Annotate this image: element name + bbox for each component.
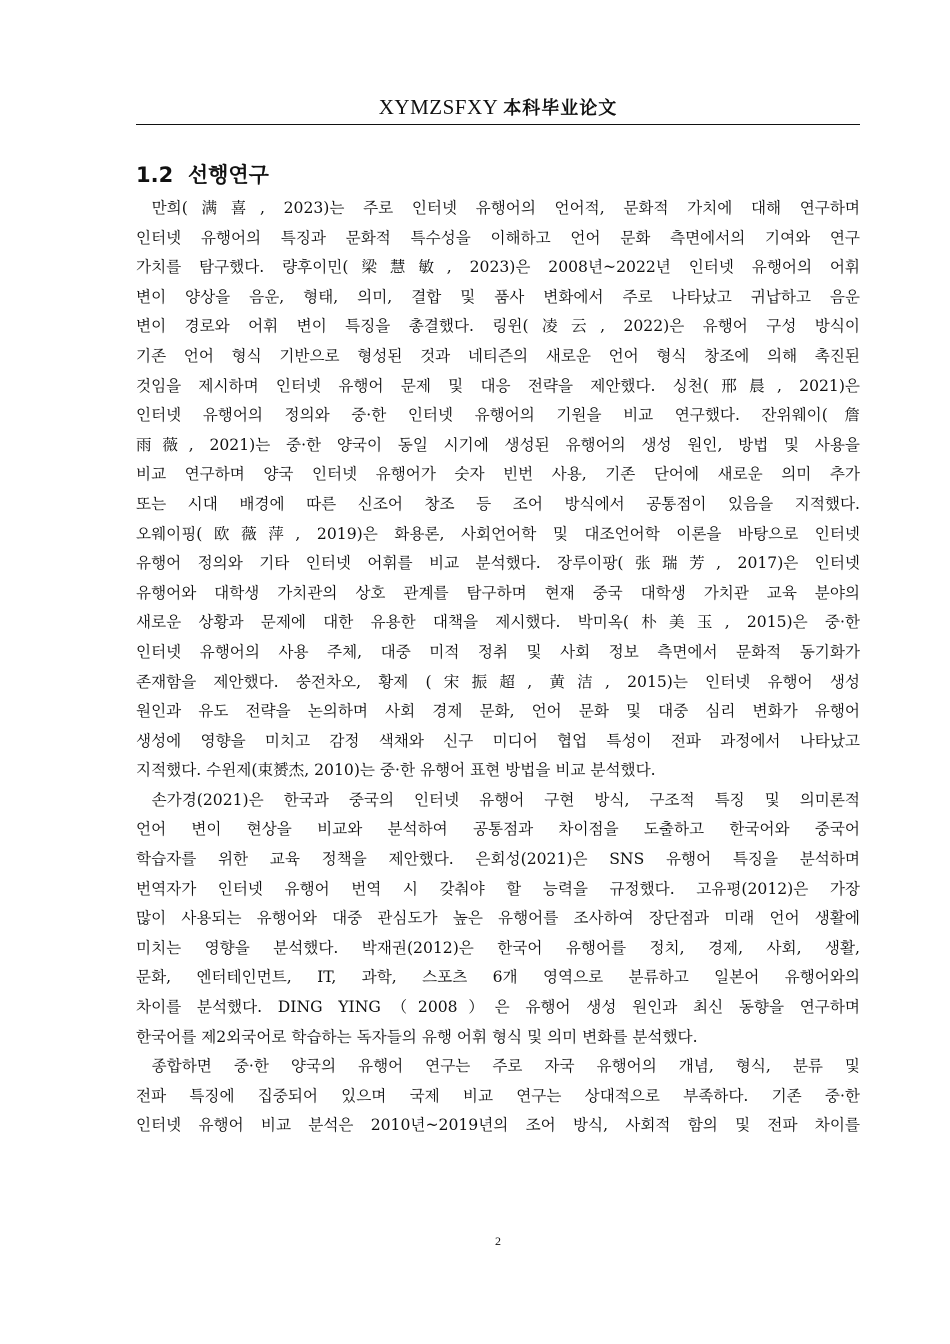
text-line: 지적했다. 수윈제(束赟杰, 2010)는 중·한 유행어 표현 방법을 비교 분석했다. — [136, 761, 656, 780]
text-line: 인터넷 유행어의 정의와 중·한 인터넷 유행어의 기원을 비교 연구했다. 잔위웨이(詹 — [136, 406, 860, 425]
text-line: 손가경(2021)은 한국과 중국의 인터넷 유행어 구현 방식, 구조적 특징 및 의미론적 — [151, 790, 860, 809]
section-title: 선행연구 — [187, 163, 269, 187]
text-line: 인터넷 유행어 비교 분석은 2010년~2019년의 조어 방식, 사회적 함의 및 전파 차이를 — [136, 1116, 860, 1135]
text-line: 새로운 상황과 문제에 대한 유용한 대책을 제시했다. 박미옥(朴美玉, 2015)은 중·한 — [136, 613, 860, 632]
text-line: 변이 양상을 음운, 형태, 의미, 결합 및 품사 변화에서 주로 나타났고 귀납하고 음운 — [136, 287, 860, 306]
text-line: 종합하면 중·한 양국의 유행어 연구는 주로 자국 유행어의 개념, 형식, 분류 및 — [151, 1057, 860, 1076]
text-line: 전파 특징에 집중되어 있으며 국제 비교 연구는 상대적으로 부족하다. 기존 중·한 — [136, 1086, 860, 1105]
page-number: 2 — [495, 1234, 501, 1248]
header-title-cjk: 本科毕业论文 — [503, 98, 618, 119]
text-line: 오웨이핑(欧薇萍, 2019)은 화용론, 사회언어학 및 대조언어학 이론을 바탕으로 인터넷 — [136, 524, 860, 543]
text-line: 원인과 유도 전략을 논의하며 사회 경제 문화, 언어 문화 및 대중 심리 변화가 유행어 — [136, 702, 860, 721]
text-line: 만희(满喜, 2023)는 주로 인터넷 유행어의 언어적, 문화적 가치에 대해 연구하며 — [151, 199, 860, 217]
paragraph — [136, 1052, 860, 1141]
text-line: 비교 연구하며 양국 인터넷 유행어가 숫자 빈번 사용, 기존 단어에 새로운 의미 추가 — [136, 465, 860, 484]
text-line: 생성에 영향을 미치고 감정 색채와 신구 미디어 협업 특성이 전파 과정에서 나타났고 — [136, 731, 860, 750]
header-rule — [136, 124, 860, 125]
body-text — [136, 194, 860, 1141]
text-line: 학습자를 위한 교육 정책을 제안했다. 은회성(2021)은 SNS 유행어 특징을 분석하며 — [136, 850, 860, 869]
paragraph — [136, 786, 860, 1052]
text-line: 인터넷 유행어의 특징과 문화적 특수성을 이해하고 언어 문화 측면에서의 기여와 연구 — [136, 228, 860, 247]
running-header — [136, 94, 860, 120]
text-line: 인터넷 유행어의 사용 주체, 대중 미적 정취 및 사회 정보 측면에서 문화적 동기화가 — [136, 642, 860, 661]
text-line: 문화, 엔터테인먼트, IT, 과학, 스포츠 6개 영역으로 분류하고 일본어 유행어와의 — [136, 968, 860, 987]
text-line: 가치를 탐구했다. 량후이민(梁慧敏, 2023)은 2008년~2022년 인터넷 유행어의 어휘 — [136, 258, 860, 277]
text-line: 또는 시대 배경에 따른 신조어 창조 등 조어 방식에서 공통점이 있음을 지적했다. — [136, 494, 860, 513]
text-line: 유행어 정의와 기타 인터넷 어휘를 비교 분석했다. 장루이팡(张瑞芳, 2017)은 인터넷 — [136, 554, 860, 573]
text-line: 한국어를 제2외국어로 학습하는 독자들의 유행 어휘 형식 및 의미 변화를 분석했다. — [136, 1027, 698, 1046]
text-line: 미치는 영향을 분석했다. 박재권(2012)은 한국어 유행어를 정치, 경제, 사회, 생활, — [136, 938, 860, 957]
text-line: 것임을 제시하며 인터넷 유행어 문제 및 대응 전략을 제안했다. 싱천(邢晨, 2021)은 — [136, 376, 860, 395]
paragraph — [136, 194, 860, 786]
section-heading — [136, 160, 269, 190]
text-line: 존재함을 제안했다. 쑹전차오, 황제 (宋振超, 黄洁, 2015)는 인터넷 유행어 생성 — [136, 672, 860, 691]
text-line: 기존 언어 형식 기반으로 형성된 것과 네티즌의 새로운 언어 형식 창조에 의해 촉진된 — [136, 346, 860, 365]
section-number: 1.2 — [136, 163, 174, 187]
text-line: 변이 경로와 어휘 변이 특징을 총결했다. 링윈(凌云, 2022)은 유행어 구성 방식이 — [136, 317, 860, 336]
text-line: 번역자가 인터넷 유행어 번역 시 갖춰야 할 능력을 규정했다. 고유평(2012)은 가장 — [136, 879, 860, 898]
text-line: 雨薇, 2021)는 중·한 양국이 동일 시기에 생성된 유행어의 생성 원인, 방법 및 사용을 — [136, 435, 860, 454]
text-line: 유행어와 대학생 가치관의 상호 관계를 탐구하며 현재 중국 대학생 가치관 교육 분야의 — [136, 583, 860, 602]
header-title-latin: XYMZSFXY — [378, 95, 498, 119]
text-line: 많이 사용되는 유행어와 대중 관심도가 높은 유행어를 조사하여 장단점과 미래 언어 생활에 — [136, 909, 860, 928]
text-line: 언어 변이 현상을 비교와 분석하여 공통점과 차이점을 도출하고 한국어와 중국어 — [136, 820, 860, 839]
text-line: 차이를 분석했다. DING YING（2008）은 유행어 생성 원인과 최신 동향을 연구하며 — [136, 998, 860, 1017]
